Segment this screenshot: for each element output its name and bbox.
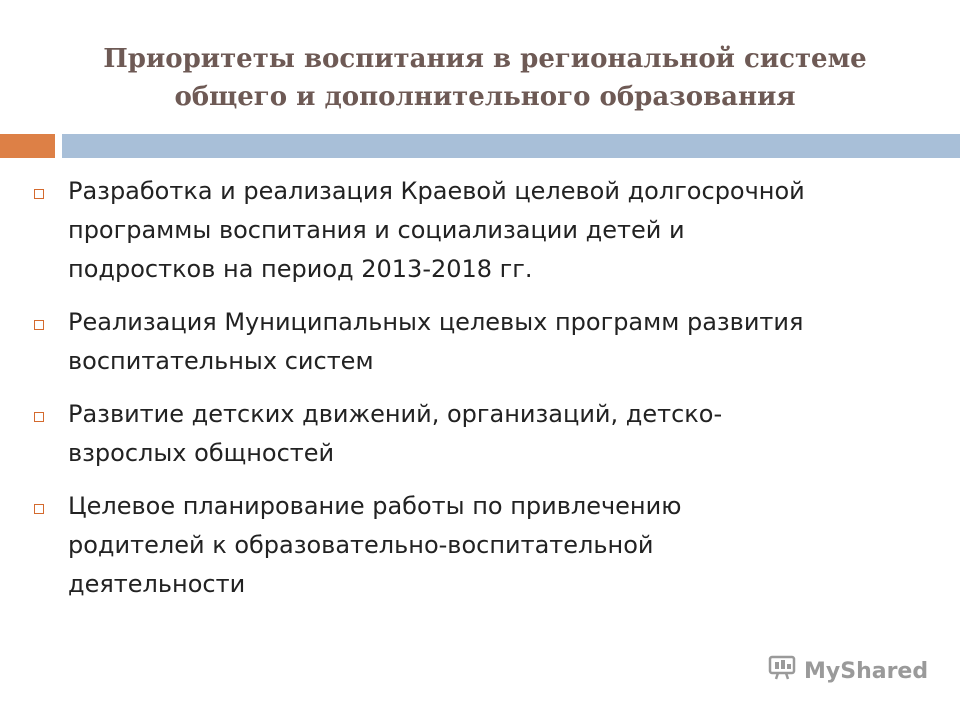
slide-title-line: Приоритеты воспитания в региональной системе (103, 44, 867, 74)
square-bullet-icon (34, 504, 44, 514)
bullet-line: Развитие детских движений, организаций, детско- (68, 400, 723, 428)
bullet-item (30, 172, 930, 289)
accent-bar-blue (62, 134, 960, 158)
square-bullet-icon (34, 412, 44, 422)
bullet-line: программы воспитания и социализации детей и (68, 216, 685, 244)
slide-title (60, 40, 910, 116)
bullet-text (68, 172, 930, 289)
slide-title-line: общего и дополнительного образования (174, 82, 796, 112)
bullet-item (30, 487, 930, 604)
square-bullet-icon (34, 189, 44, 199)
bullet-item (30, 395, 930, 473)
bullet-line: воспитательных систем (68, 347, 374, 375)
accent-bar-orange (0, 134, 55, 158)
bullet-item (30, 303, 930, 381)
bullet-line: деятельности (68, 570, 246, 598)
square-bullet-icon (34, 320, 44, 330)
bullet-line: родителей к образовательно-воспитательной (68, 531, 654, 559)
bullet-line: взрослых общностей (68, 439, 335, 467)
bullet-text (68, 395, 930, 473)
bullet-text (68, 487, 930, 604)
bullet-line: Целевое планирование работы по привлечению (68, 492, 682, 520)
watermark-text: MyShared (804, 658, 929, 684)
bullet-line: подростков на период 2013-2018 гг. (68, 255, 533, 283)
bullet-line: Разработка и реализация Краевой целевой долгосрочной (68, 177, 805, 205)
bullet-line: Реализация Муниципальных целевых программ развития (68, 308, 804, 336)
watermark (768, 655, 928, 687)
bullet-text (68, 303, 930, 381)
myshared-logo-icon (768, 655, 798, 687)
bullet-list (30, 172, 930, 618)
